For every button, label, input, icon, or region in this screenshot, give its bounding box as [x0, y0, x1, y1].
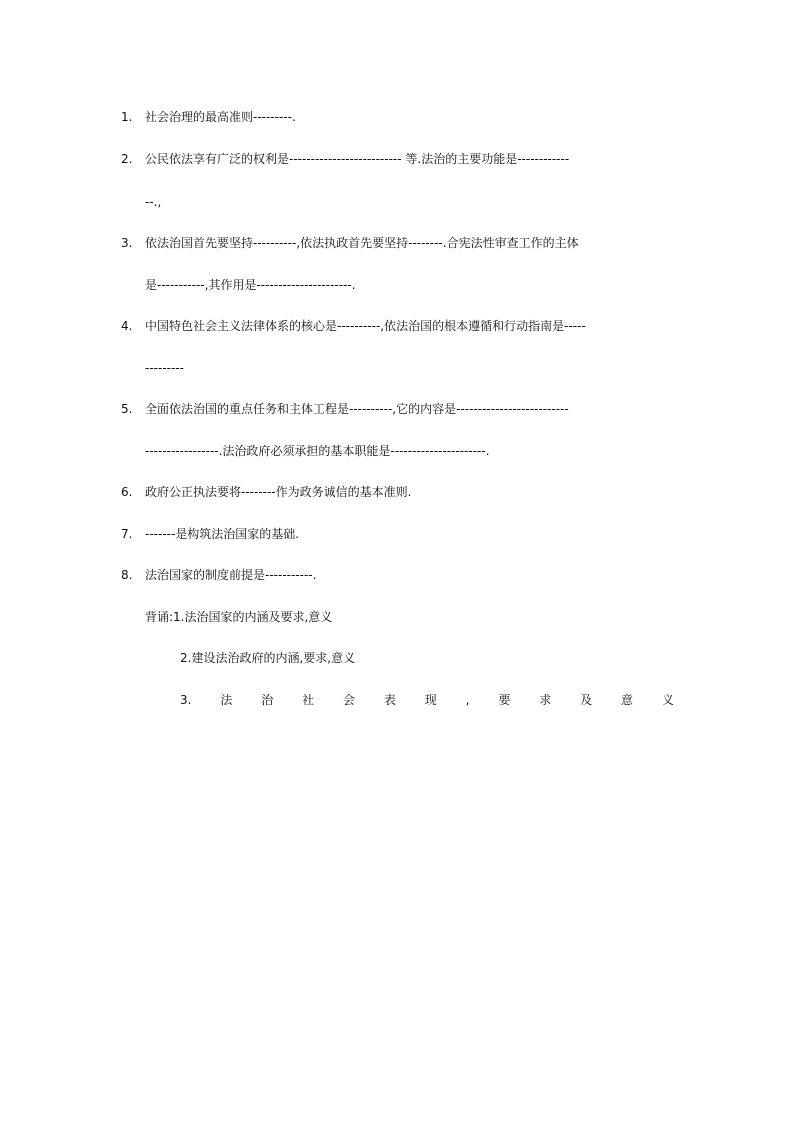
- recite-line-1: 背诵:1.法治国家的内涵及要求,意义: [145, 610, 333, 624]
- recite-char: 治: [261, 693, 274, 707]
- question-text-continuation: 是-----------,其作用是----------------------.: [145, 278, 356, 292]
- question-text: 全面依法治国的重点任务和主体工程是----------,它的内容是--------------------------: [145, 402, 569, 416]
- recite-char: 求: [539, 693, 552, 707]
- recite-char: 3.: [180, 693, 192, 707]
- recite-char: 社: [302, 693, 315, 707]
- question-number: 3.: [121, 236, 133, 250]
- question-number: 6.: [121, 485, 133, 499]
- recite-char: 法: [220, 693, 233, 707]
- recite-char: 会: [343, 693, 356, 707]
- question-text: -------是构筑法治国家的基础.: [145, 527, 300, 541]
- recite-char: 要: [498, 693, 511, 707]
- recite-char: ,: [465, 693, 470, 707]
- question-text-continuation: ---------: [145, 361, 184, 375]
- question-number: 5.: [121, 402, 133, 416]
- question-text-continuation: -----------------.法治政府必须承担的基本职能是----------------------.: [145, 444, 490, 458]
- question-number: 2.: [121, 152, 133, 166]
- recite-line-2: 2.建设法治政府的内涵,要求,意义: [180, 651, 356, 665]
- question-number: 1.: [121, 110, 133, 124]
- question-text: 政府公正执法要将--------作为政务诚信的基本准则.: [145, 485, 412, 499]
- question-number: 7.: [121, 527, 133, 541]
- recite-line-3: [180, 694, 674, 706]
- recite-char: 及: [580, 693, 593, 707]
- recite-char: 意: [621, 693, 634, 707]
- recite-char: 义: [661, 693, 674, 707]
- question-text: 法治国家的制度前提是-----------.: [145, 568, 317, 582]
- recite-char: 表: [383, 693, 396, 707]
- question-text: 中国特色社会主义法律体系的核心是----------,依法治国的根本遵循和行动指南是-----: [145, 319, 586, 333]
- question-text: 社会治理的最高准则---------.: [145, 110, 296, 124]
- question-text: 依法治国首先要坚持----------,依法执政首先要坚持--------.合宪法性审查工作的主体: [145, 236, 579, 250]
- question-number: 8.: [121, 568, 133, 582]
- question-number: 4.: [121, 319, 133, 333]
- recite-char: 现: [424, 693, 437, 707]
- question-text-continuation: --.,: [145, 195, 162, 209]
- question-text: 公民依法享有广泛的权利是-------------------------- 等.法治的主要功能是------------: [145, 152, 570, 166]
